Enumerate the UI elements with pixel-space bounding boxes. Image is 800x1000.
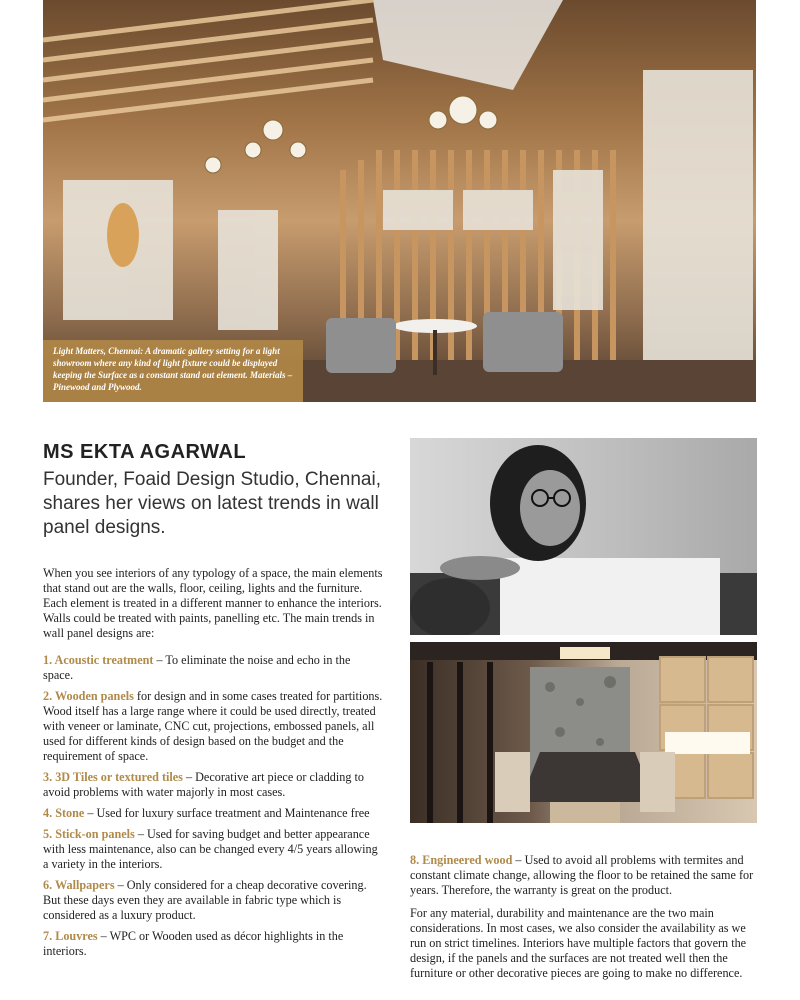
left-column	[43, 566, 383, 965]
trend-item	[43, 827, 383, 872]
trend-title: 8. Engineered wood	[410, 853, 513, 867]
intro-paragraph: When you see interiors of any typology of a space, the main elements that stand out are the walls, floor, ceiling, lights and the furniture. Each element is treated in a different manner to enhance the interiors. Walls could be treated with paints, panelling etc. The main trends in wall panel designs are:	[43, 566, 383, 640]
trend-item	[43, 653, 383, 683]
right-column	[410, 853, 760, 987]
author-subtitle: Founder, Foaid Design Studio, Chennai, shares her views on latest trends in wall panel designs.	[43, 469, 381, 538]
trend-text: – Used for saving budget and better appearance with less maintenance, also can be changed every 4/5 years allowing a variety in the interiors.	[43, 827, 378, 871]
trend-text: – Used to avoid all problems with termites and constant climate change, allowing the floor to be retained the same for years. Therefore, the warranty is great on the product.	[410, 853, 754, 897]
trend-item	[43, 806, 383, 821]
interior-photo	[410, 642, 757, 823]
trend-item	[43, 878, 383, 923]
trend-title: 2. Wooden panels	[43, 689, 134, 703]
trend-title: 5. Stick-on panels	[43, 827, 135, 841]
author-name: MS EKTA AGARWAL	[43, 441, 247, 463]
trend-item	[43, 770, 383, 800]
hero-photo	[43, 0, 756, 402]
trend-text: – WPC or Wooden used as décor highlights in the interiors.	[43, 929, 344, 958]
trend-text: – Only considered for a cheap decorative covering. But these days even they are available in fabric type which is considered as a luxury product.	[43, 878, 367, 922]
trend-title: 1. Acoustic treatment	[43, 653, 154, 667]
trend-title: 3. 3D Tiles or textured tiles	[43, 770, 183, 784]
portrait-photo	[410, 438, 757, 635]
trend-title: 7. Louvres	[43, 929, 98, 943]
trend-title: 4. Stone	[43, 806, 85, 820]
trend-text: – Decorative art piece or cladding to avoid problems with water majorly in most cases.	[43, 770, 364, 799]
trend-item	[410, 853, 760, 898]
trend-text: – Used for luxury surface treatment and Maintenance free	[84, 806, 370, 820]
dining-room-illustration	[410, 642, 757, 823]
trend-text: for design and in some cases treated for partitions. Wood itself has a large range where it could be used directly, treated with veneer or laminate, CNC cut, projections, embossed panels, all used for different kinds of design based on the budget and the requirement of space.	[43, 689, 383, 763]
trend-item	[43, 929, 383, 959]
trend-title: 6. Wallpapers	[43, 878, 115, 892]
portrait-illustration	[410, 438, 757, 635]
trend-text: – To eliminate the noise and echo in the space.	[43, 653, 351, 682]
photo-caption: Light Matters, Chennai: A dramatic gallery setting for a light showroom where any kind of light fixture could be displayed keeping the Surface as a constant stand out element. Materials – Pinewood and Plywood.	[43, 340, 303, 402]
trend-item	[43, 689, 383, 764]
closing-paragraph: For any material, durability and maintenance are the two main considerations. In most cases, we also consider the availability as we run on strict timelines. Interiors have multiple factors that govern the design, if the panels and the surfaces are not treated well then the furniture or other decorative pieces are going to make no difference.	[410, 906, 747, 980]
